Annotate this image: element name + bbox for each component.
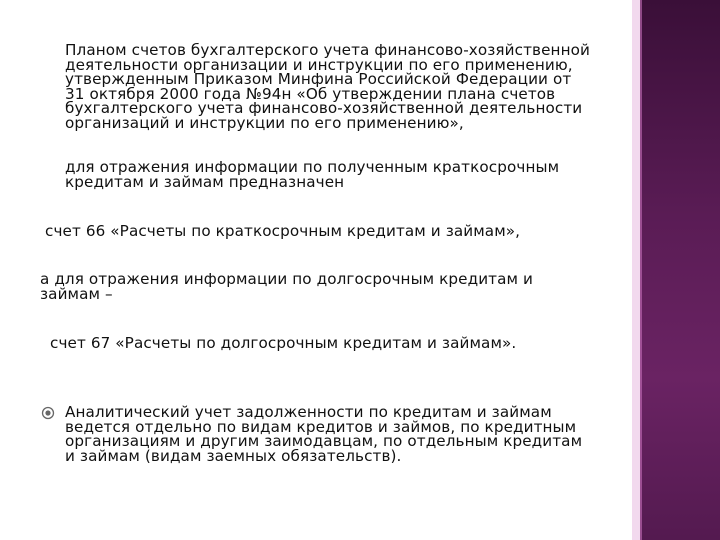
circle-bullet-icon (40, 405, 56, 421)
decorative-side-edge (640, 0, 642, 540)
decorative-side-strip (632, 0, 640, 540)
paragraph-account-67: счет 67 «Расчеты по долгосрочным кредитам и займам». (50, 334, 517, 352)
paragraph-long-term-purpose: а для отражения информации по долгосрочным кредитам и займам – (40, 270, 533, 303)
paragraph-account-66: счет 66 «Расчеты по краткосрочным кредитам и займам», (45, 222, 521, 240)
paragraph-analytical-accounting: Аналитический учет задолженности по кредитам и займам ведется отдельно по видам кредитов и займов, по кредитным организациям и другим заимодавцам, по отдельным кредитам и займам (видам заемных обязательств). (65, 403, 583, 465)
paragraph-short-term-purpose: для отражения информации по полученным краткосрочным кредитам и займам предназначен (65, 158, 560, 191)
decorative-side-panel (640, 0, 720, 540)
paragraph-plan-of-accounts: Планом счетов бухгалтерского учета финансово-хозяйственной деятельности организации и инструкции по его применению, утвержденным Приказом Минфина Российской Федерации от 31 октября 2000 года №94н «Об утверждении плана счетов бухгалтерского учета финансово-хозяйственной деятельности организаций и инструкции по его применению», (65, 41, 590, 132)
